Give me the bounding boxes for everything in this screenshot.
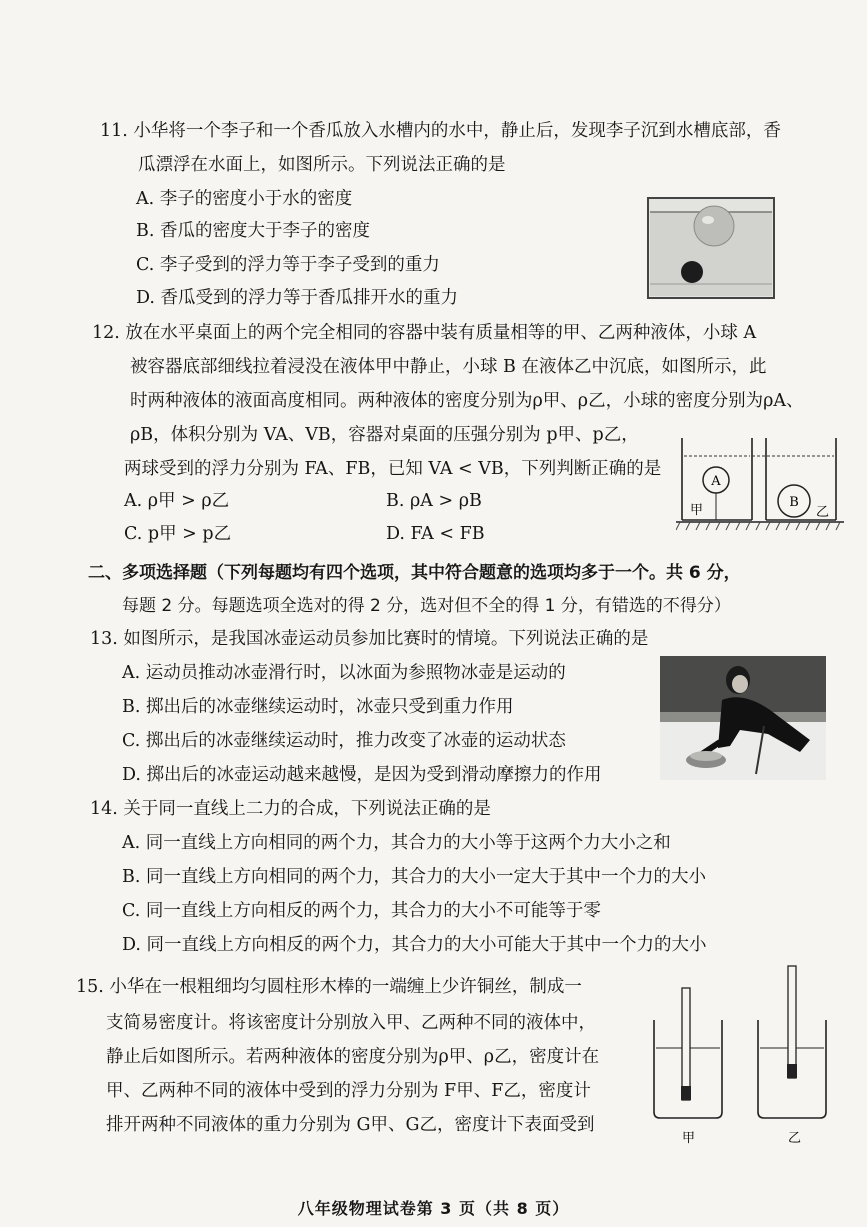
q11-option-c: C. 李子受到的浮力等于李子受到的重力 (136, 255, 440, 275)
q13-option-d: D. 掷出后的冰壶运动越来越慢，是因为受到滑动摩擦力的作用 (122, 765, 602, 785)
ball-b-label: B (789, 495, 799, 510)
beaker-jia-label: 甲 (682, 1131, 696, 1146)
q14-option-d: D. 同一直线上方向相反的两个力，其合力的大小可能大于其中一个力的大小 (122, 935, 707, 955)
container-jia-label: 甲 (690, 503, 704, 518)
curling-photo (660, 656, 826, 780)
q13-option-b: B. 掷出后的冰壶继续运动时，冰壶只受到重力作用 (122, 697, 514, 717)
q12-option-c: C. p甲 > p乙 (124, 524, 232, 544)
q15-stem-line4: 甲、乙两种不同的液体中受到的浮力分别为 F甲、F乙，密度计 (106, 1081, 591, 1101)
q13-option-a: A. 运动员推动冰壶滑行时，以冰面为参照物冰壶是运动的 (122, 663, 566, 683)
q12-option-b: B. ρA > ρB (386, 491, 482, 511)
q11-option-b: B. 香瓜的密度大于李子的密度 (136, 221, 370, 241)
q12-stem-line2: 被容器底部细线拉着浸没在液体甲中静止，小球 B 在液体乙中沉底，如图所示，此 (130, 357, 767, 377)
density-meter-figure (648, 962, 844, 1148)
q14-option-a: A. 同一直线上方向相同的两个力，其合力的大小等于这两个力大小之和 (122, 833, 671, 853)
q14-option-c: C. 同一直线上方向相反的两个力，其合力的大小不可能等于零 (122, 901, 601, 921)
q15-stem-line3: 静止后如图所示。若两种液体的密度分别为ρ甲、ρ乙，密度计在 (106, 1047, 600, 1067)
q11-option-a: A. 李子的密度小于水的密度 (136, 189, 353, 209)
container-yi-label: 乙 (816, 505, 830, 520)
q12-stem-line4: ρB，体积分别为 VA、VB，容器对桌面的压强分别为 p甲、p乙， (130, 425, 639, 445)
q12-stem-line1: 12. 放在水平桌面上的两个完全相同的容器中装有质量相等的甲、乙两种液体，小球 A (92, 323, 757, 343)
q13-stem: 13. 如图所示，是我国冰壶运动员参加比赛时的情境。下列说法正确的是 (90, 629, 649, 649)
section2-heading-line1: 二、多项选择题（下列每题均有四个选项，其中符合题意的选项均多于一个。共 6 分， (88, 563, 741, 583)
two-containers-figure (676, 430, 844, 534)
q14-stem: 14. 关于同一直线上二力的合成，下列说法正确的是 (90, 799, 491, 819)
section2-heading-line2: 每题 2 分。每题选项全选对的得 2 分，选对但不全的得 1 分，有错选的不得分） (122, 596, 731, 616)
q11-stem-line2: 瓜漂浮在水面上，如图所示。下列说法正确的是 (138, 155, 506, 175)
beaker-yi-label: 乙 (788, 1131, 802, 1146)
water-tank-figure (644, 196, 778, 300)
q12-option-d: D. FA < FB (386, 524, 485, 544)
q14-option-b: B. 同一直线上方向相同的两个力，其合力的大小一定大于其中一个力的大小 (122, 867, 706, 887)
q11-option-d: D. 香瓜受到的浮力等于香瓜排开水的重力 (136, 288, 459, 308)
q12-stem-line3: 时两种液体的液面高度相同。两种液体的密度分别为ρ甲、ρ乙，小球的密度分别为ρA、 (130, 391, 804, 411)
q12-stem-line5: 两球受到的浮力分别为 FA、FB，已知 VA < VB，下列判断正确的是 (124, 459, 662, 479)
q13-option-c: C. 掷出后的冰壶继续运动时，推力改变了冰壶的运动状态 (122, 731, 566, 751)
page-footer: 八年级物理试卷第 3 页（共 8 页） (297, 1199, 570, 1218)
q15-stem-line1: 15. 小华在一根粗细均匀圆柱形木棒的一端缠上少许铜丝，制成一 (76, 977, 582, 997)
q15-stem-line5: 排开两种不同液体的重力分别为 G甲、G乙，密度计下表面受到 (106, 1115, 595, 1135)
q15-stem-line2: 支简易密度计。将该密度计分别放入甲、乙两种不同的液体中， (106, 1013, 596, 1033)
ball-a-label: A (711, 474, 721, 489)
q11-stem-line1: 11. 小华将一个李子和一个香瓜放入水槽内的水中，静止后，发现李子沉到水槽底部，香 (100, 121, 781, 141)
q12-option-a: A. ρ甲 > ρ乙 (124, 491, 230, 511)
